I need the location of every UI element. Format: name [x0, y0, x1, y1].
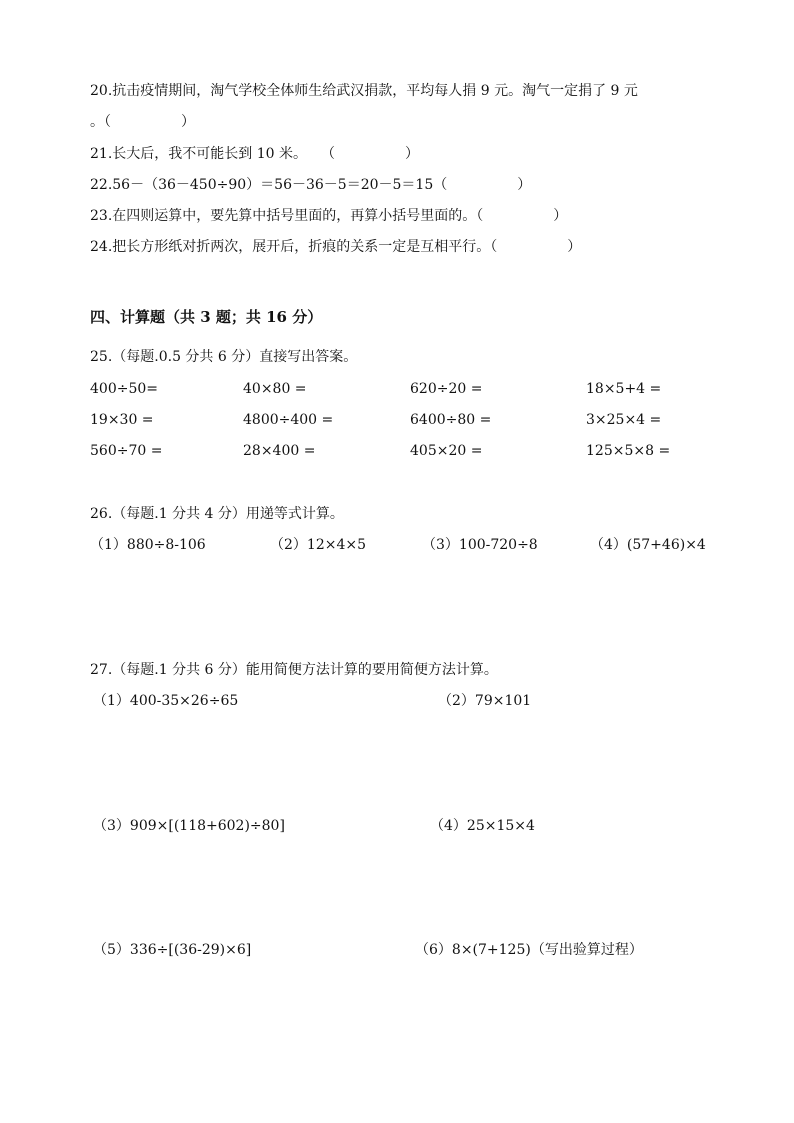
- q26-item: （4）(57+46)×4: [590, 537, 706, 553]
- q25-cell: 6400÷80 =: [410, 412, 492, 428]
- q27-item: （6）8×(7+125)（写出验算过程）: [415, 942, 643, 958]
- question-21: 21.长大后，我不可能长到 10 米。 （ ）: [90, 146, 419, 162]
- q25-cell: 28×400 =: [243, 443, 316, 459]
- question-20-line1: 20.抗击疫情期间，淘气学校全体师生给武汉捐款，平均每人捐 9 元。淘气一定捐了 9 元: [90, 83, 638, 99]
- q26-item: （1）880÷8-106: [90, 537, 206, 553]
- question-26-label: 26.（每题.1 分共 4 分）用递等式计算。: [90, 506, 344, 522]
- q27-item: （2）79×101: [438, 693, 532, 709]
- q25-cell: 4800÷400 =: [243, 412, 334, 428]
- question-20-line2: 。（ ）: [90, 114, 195, 130]
- q26-item: （3）100-720÷8: [422, 537, 538, 553]
- q25-cell: 620÷20 =: [410, 381, 483, 397]
- q27-item: （4）25×15×4: [430, 818, 535, 834]
- question-24: 24.把长方形纸对折两次，展开后，折痕的关系一定是互相平行。（ ）: [90, 239, 582, 255]
- question-23: 23.在四则运算中，要先算中括号里面的，再算小括号里面的。（ ）: [90, 208, 568, 224]
- q25-cell: 18×5+4 =: [586, 381, 662, 397]
- q25-cell: 405×20 =: [410, 443, 483, 459]
- section-heading: 四、计算题（共 3 题；共 16 分）: [90, 308, 323, 326]
- q27-item: （3）909×[(118+602)÷80]: [93, 818, 285, 834]
- q25-cell: 40×80 =: [243, 381, 307, 397]
- q27-item: （1）400-35×26÷65: [93, 693, 239, 709]
- q25-cell: 19×30 =: [90, 412, 154, 428]
- question-27-label: 27.（每题.1 分共 6 分）能用简便方法计算的要用简便方法计算。: [90, 662, 498, 678]
- q26-item: （2）12×4×5: [270, 537, 366, 553]
- question-22: 22.56－（36－450÷90）＝56－36－5＝20－5＝15（ ）: [90, 177, 532, 193]
- q25-cell: 560÷70 =: [90, 443, 163, 459]
- q25-cell: 400÷50=: [90, 381, 158, 397]
- q25-cell: 125×5×8 =: [586, 443, 671, 459]
- q27-item: （5）336÷[(36-29)×6]: [93, 942, 252, 958]
- q25-cell: 3×25×4 =: [586, 412, 662, 428]
- question-25-label: 25.（每题.0.5 分共 6 分）直接写出答案。: [90, 349, 358, 365]
